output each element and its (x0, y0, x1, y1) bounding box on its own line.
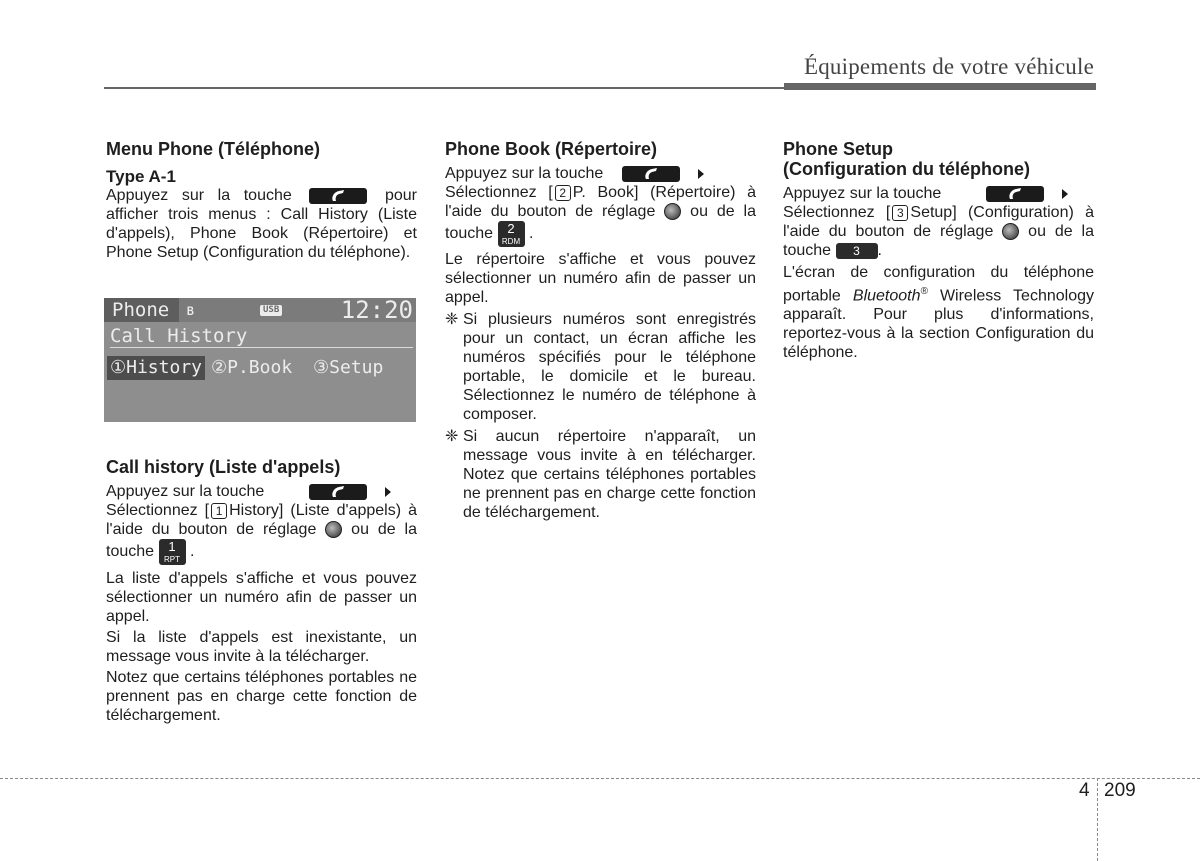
section-heading-sub: (Configuration du téléphone) (783, 159, 1030, 179)
bullet-text: Si aucun répertoire n'apparaît, un message vous invite à en télécharger. Notez que certains téléphones portables ne prennent pas en charge cette fonction de téléchargement. (463, 428, 756, 521)
column-phone-setup (783, 139, 1094, 362)
paragraph: Si la liste d'appels est inexistante, un message vous invite à la télécharger. (106, 629, 417, 665)
section-heading: Menu Phone (Téléphone) (106, 139, 320, 159)
instruction-text: P. Book] (Répertoire) à l'aide du bouton de réglage (445, 184, 757, 220)
key-number: 2 (507, 221, 515, 236)
instruction-text: Appuyez sur la touche (445, 165, 604, 182)
number-3-icon: 3 (892, 205, 908, 221)
paragraph (783, 263, 1094, 362)
section-heading: Phone Setup (783, 139, 894, 159)
instruction-text: Appuyez sur la touche (106, 483, 265, 500)
phone-key-icon (309, 188, 367, 204)
paragraph-text: L'écran de configuration du téléphone portable (783, 264, 1094, 305)
header-rule (104, 87, 784, 89)
bullet-item (445, 427, 756, 522)
instruction-text: ou de la touche (783, 223, 1095, 259)
column-call-history (106, 457, 417, 725)
header-rule-accent (784, 83, 1096, 90)
key-2-rdm-icon (498, 221, 525, 247)
instruction-paragraph: Appuyez sur la touche Sélectionnez [ 3 Setup] (Configuration) à l'aide du bouton de réglage ou de la touche 3 . (783, 185, 1095, 259)
usb-icon: USB (260, 305, 282, 316)
screen-menu-history: ①History (107, 356, 205, 380)
intro-paragraph (106, 186, 417, 262)
instruction-text: Sélectionnez [ (445, 184, 553, 201)
bullet-icon: ❈ (445, 311, 459, 328)
intro-text: Appuyez sur la touche (106, 187, 292, 204)
arrow-right-icon (385, 487, 391, 497)
instruction-text: ou de la touche (445, 203, 757, 243)
phone-display-screen (104, 298, 416, 422)
registered-mark: ® (920, 286, 928, 297)
tune-knob-icon (325, 521, 342, 538)
screen-divider (110, 347, 413, 348)
instruction-text: Sélectionnez [ (783, 204, 891, 221)
section-heading: Call history (Liste d'appels) (106, 457, 341, 477)
screen-mode-label: Phone (104, 298, 179, 322)
paragraph: La liste d'appels s'affiche et vous pouvez sélectionner un numéro afin de passer un appel. (106, 570, 417, 625)
bullet-icon: ❈ (445, 428, 459, 445)
bullet-text: Si plusieurs numéros sont enregistrés pour un contact, un écran affiche les numéros spécifiés pour le téléphone portable, le domicile et le bureau. Sélectionnez le numéro de téléphone à composer. (463, 311, 756, 423)
instruction-text: Appuyez sur la touche (783, 185, 942, 202)
key-1-rpt-icon (159, 539, 186, 565)
page-header-title: Équipements de votre véhicule (803, 54, 1094, 79)
arrow-right-icon (698, 169, 704, 179)
footer-vertical-divider (1097, 778, 1098, 861)
arrow-right-icon (1062, 189, 1068, 199)
tune-knob-icon (664, 203, 681, 220)
bluetooth-term: Bluetooth (852, 287, 921, 305)
instruction-paragraph: Appuyez sur la touche Sélectionnez [ 1 History] (Liste d'appels) à l'aide du bouton de réglage ou de la touche 1 RPT . (106, 483, 418, 564)
section-heading: Phone Book (Répertoire) (445, 139, 658, 159)
chapter-number: 4 (1079, 780, 1090, 801)
instruction-paragraph: Appuyez sur la touche Sélectionnez [ 2 P. Book] (Répertoire) à l'aide du bouton de réglage ou de la touche 2 RDM . (445, 165, 757, 246)
column-phone-book (445, 139, 756, 522)
screen-menu-pbook: ②P.Book (211, 357, 293, 378)
number-2-icon: 2 (555, 185, 571, 201)
intro-text-cont: pour afficher trois menus : Call History (Liste d'appels), Phone Book (Répertoire) et Phone Setup (Configuration du téléphone). (106, 187, 417, 261)
key-sublabel: RPT (164, 555, 180, 564)
phone-key-icon (622, 166, 680, 182)
phone-key-icon (309, 484, 367, 500)
tune-knob-icon (1002, 223, 1019, 240)
screen-title: Call History (110, 325, 248, 347)
instruction-text: History] (Liste d'appels) à l'aide du bouton de réglage (106, 502, 417, 538)
number-1-icon: 1 (211, 503, 227, 519)
bullet-item (445, 310, 756, 424)
footer-divider (0, 778, 1200, 779)
paragraph-text: Wireless Technology apparaît. Pour plus d'informations, reportez-vous à la section Configuration du téléphone. (783, 287, 1094, 362)
instruction-text: Sélectionnez [ (106, 502, 210, 519)
paragraph: Le répertoire s'affiche et vous pouvez sélectionner un numéro afin de passer un appel. (445, 251, 756, 306)
bluetooth-icon: ʙ (186, 301, 196, 319)
key-sublabel: RDM (501, 237, 521, 246)
screen-clock: 12:20 (340, 296, 413, 324)
key-number: 1 (168, 539, 176, 554)
instruction-text: ou de la touche (106, 521, 418, 561)
page-number: 209 (1104, 780, 1136, 801)
phone-key-icon (986, 186, 1044, 202)
instruction-text: Setup] (Configuration) à l'aide du bouton de réglage (783, 204, 1095, 240)
section-subheading: Type A-1 (106, 167, 176, 186)
paragraph: Notez que certains téléphones portables ne prennent pas en charge cette fonction de téléchargement. (106, 669, 417, 724)
key-3-icon: 3 (836, 243, 878, 259)
screen-menu-setup: ③Setup (313, 357, 384, 378)
column-menu-phone (106, 139, 417, 262)
